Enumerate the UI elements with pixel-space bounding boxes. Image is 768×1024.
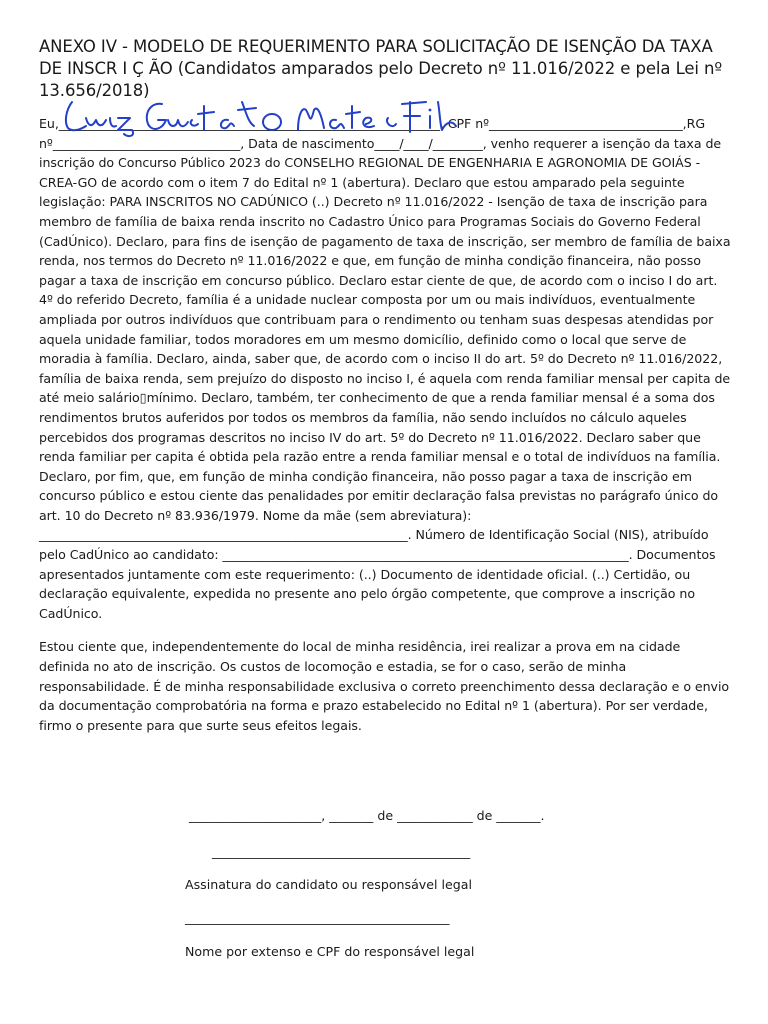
name-fill-line: _____________________________________________________________ [58,116,440,131]
declaration-paragraph-2: Estou ciente que, independentemente do local de minha residência, irei realizar a prova em na cidade definida no ato de inscrição. Os custos de locomoção e estadia, se for o caso, serão de minha responsabilidade. É de minha responsabilidade exclusiva o correto preenchimento dessa declaração e o envio da documentação comprobatória na forma e prazo estabelecido no Edital nº 1 (abertura). Por ser verdade, firmo o presente para que surte seus efeitos legais. [39,639,730,733]
declaration-body: RG nº______________________________, Data de nascimento____/____/________, venho requerer a isenção da taxa de inscrição do Concurso Público 2023 do CONSELHO REGIONAL DE ENGENHARIA E AGRONOMIA DE GOIÁS - CREA-GO de acordo com o item 7 do Edital nº 1 (abertura). Declaro que estou amparado pela seguinte legislação: PARA INSCRITOS NO CADÚNICO (..) Decreto nº 11.016/2022 - Isenção de taxa de inscrição para membro de família de baixa renda inscrito no Cadastro Único para Programas Sociais do Governo Federal (CadÚnico). Declaro, para fins de isenção de pagamento de taxa de inscrição, ser membro de família de baixa renda, nos termos do Decreto nº 11.016/2022 e que, em função de minha condição financeira, não posso pagar a taxa de inscrição em concurso público. Declaro estar ciente de que, de acordo com o inciso I do art. 4º do referido Decreto, família é a unidade nuclear composta por um ou mais indivíduos, eventualmente ampliada por outros indivíduos que contribuam para o rendimento ou tenham suas despesas atendidas por aquela unidade familiar, todos moradores em um mesmo domicílio, definido como o local que serve de moradia à família. Declaro, ainda, saber que, de acordo com o inciso II do art. 5º do Decreto nº 11.016/2022, família de baixa renda, sem prejuízo do disposto no inciso I, é aquela com renda familiar mensal per capita de até meio salário▯mínimo. Declaro, também, ter conhecimento de que a renda familiar mensal é a soma dos rendimentos brutos auferidos por todos os membros da família, não sendo incluídos no cálculo aqueles percebidos dos programas descritos no inciso IV do art. 5º do Decreto nº 11.016/2022. Declaro saber que renda familiar per capita é obtida pela razão entre a renda familiar mensal e o total de indivíduos na família. Declaro, por fim, que, em função de minha condição financeira, não posso pagar a taxa de inscrição em concurso público e estou ciente das penalidades por emitir declaração falsa previstas no parágrafo único do art. 10 do Decreto nº 83.936/1979. Nome da mãe (sem abreviatura): ___________________________________________________________. Número de Identificação Social (NIS), atribuído pelo CadÚnico ao candidato: _________________________________________________________________. Documentos apresentados juntamente com este requerimento: (..) Documento de identidade oficial. (..) Certidão, ou declaração equivalente, expedida no presente ano pelo órgão competente, que comprove a inscrição no CadÚnico. [39,116,731,621]
document-title: ANEXO IV - MODELO DE REQUERIMENTO PARA SOLICITAÇÃO DE ISENÇÃO DA TAXA DE INSCR I Ç ÃO (Candidatos amparados pelo Decreto nº 11.016/2022 e pela Lei nº 13.656/2018) [39,37,723,100]
name-label: Nome por extenso e CPF do responsável legal [185,944,475,959]
intro-prefix: Eu, [39,116,59,131]
declaration-paragraph-1 [39,114,731,623]
date-line: _____________________, _______ de ____________ de _______. [189,808,545,823]
signature-line: _________________________________________ [212,844,471,859]
handwritten-signature [58,96,458,138]
signature-label: Assinatura do candidato ou responsável legal [185,877,472,892]
document-page [39,36,731,735]
cpf-field: , CPF nº_______________________________, [439,116,687,131]
name-line: __________________________________________ [185,910,450,925]
